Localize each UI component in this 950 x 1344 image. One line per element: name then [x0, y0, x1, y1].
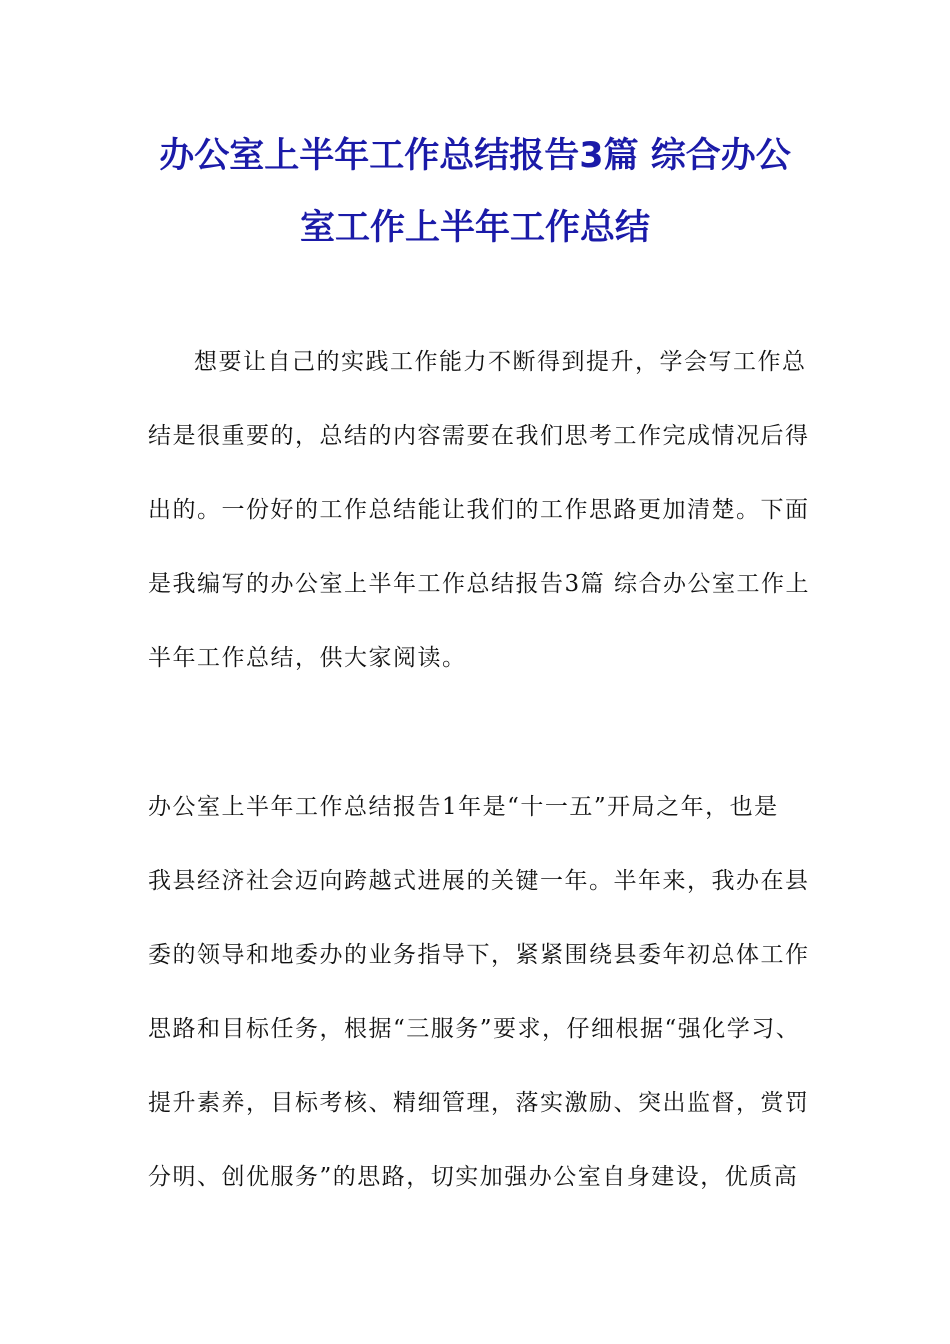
body-paragraph-line: 我县经济社会迈向跨越式进展的关键一年。半年来，我办在县: [148, 868, 810, 894]
intro-paragraph-line: 想要让自己的实践工作能力不断得到提升，学会写工作总: [194, 349, 807, 375]
intro-paragraph-line: 结是很重要的，总结的内容需要在我们思考工作完成情况后得: [148, 423, 810, 449]
body-paragraph-line: 分明、创优服务”的思路，切实加强办公室自身建设，优质高: [148, 1164, 799, 1190]
intro-paragraph-line: 是我编写的办公室上半年工作总结报告3篇 综合办公室工作上: [148, 571, 810, 597]
intro-paragraph-line: 半年工作总结，供大家阅读。: [148, 645, 467, 671]
document-title-line-2: 室工作上半年工作总结: [299, 208, 650, 248]
body-paragraph-line: 委的领导和地委办的业务指导下，紧紧围绕县委年初总体工作: [148, 942, 810, 968]
intro-paragraph-line: 出的。一份好的工作总结能让我们的工作思路更加清楚。下面: [148, 497, 810, 523]
body-paragraph-line: 办公室上半年工作总结报告1年是“十一五”开局之年，也是: [148, 794, 779, 820]
body-paragraph-line: 思路和目标任务，根据“三服务”要求，仔细根据“强化学习、: [148, 1016, 801, 1042]
body-paragraph-line: 提升素养，目标考核、精细管理，落实激励、突出监督，赏罚: [148, 1090, 810, 1116]
document-title-line-1: 办公室上半年工作总结报告3篇 综合办公: [159, 136, 791, 176]
